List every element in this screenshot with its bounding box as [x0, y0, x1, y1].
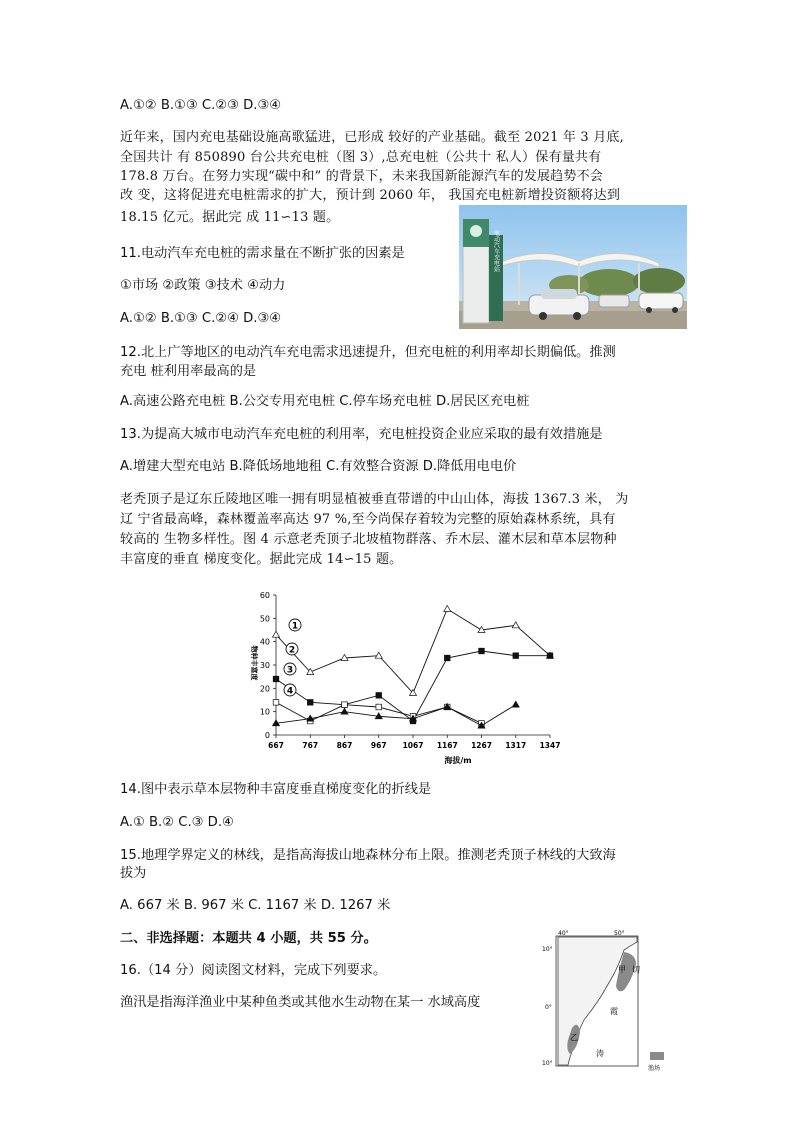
lat-label-s10: 10° — [542, 1060, 553, 1067]
data-point — [342, 702, 348, 708]
series-label: 2 — [288, 645, 296, 656]
x-axis-label: 海拔/m — [444, 756, 472, 765]
region-label-jia: 甲 — [618, 965, 626, 974]
question-14-options: A.① B.② C.③ D.④ — [120, 815, 234, 830]
region-label-tao: 涛 — [596, 1049, 604, 1058]
question-11: 11.电动汽车充电桩的需求量在不断扩张的因素是 — [120, 246, 405, 261]
data-point — [376, 693, 382, 699]
chart-series — [273, 606, 554, 729]
passage-1-line-2: 全国共计 有 850890 台公共充电桩（图 3）,总充电桩（公共十 私人）保有量共有 — [120, 150, 602, 165]
data-point — [273, 631, 280, 637]
data-point — [273, 700, 279, 706]
y-tick-label: 30 — [259, 661, 270, 670]
series-label: 3 — [286, 665, 294, 676]
y-tick-label: 20 — [259, 684, 270, 694]
series-label: 4 — [286, 686, 294, 697]
sign-text: 电动汽车充电站 — [492, 230, 500, 272]
data-point — [444, 606, 451, 612]
passage-2-line-3: 较高的 生物多样性。图 4 示意老秃顶子北坡植物群落、乔木层、灌木层和草本层物种 — [120, 532, 617, 547]
x-tick-label: 1267 — [471, 741, 492, 750]
lat-label-0: 0° — [545, 1004, 552, 1011]
species-richness-chart — [240, 585, 580, 775]
data-point — [512, 622, 519, 628]
x-tick-label: 1167 — [436, 741, 458, 750]
region-label-xia: 霞 — [610, 1007, 618, 1016]
passage-1-line-3: 178.8 万台。在努力实现“碳中和” 的背景下，未来我国新能源汽车的发展趋势不会 — [120, 169, 603, 184]
y-tick-label: 10 — [259, 707, 270, 717]
question-16: 16.（14 分）阅读图文材料，完成下列要求。 — [120, 963, 387, 978]
passage-1-line-1: 近年来，国内充电基础设施高歌猛进，已形成 较好的产业基础。截至 2021 年 3 月底, — [120, 130, 624, 145]
x-tick-label: 1347 — [539, 741, 561, 750]
data-point — [479, 648, 485, 654]
charging-station-photo — [459, 205, 687, 329]
question-15-options: A. 667 米 B. 967 米 C. 1167 米 D. 1267 米 — [120, 898, 391, 913]
data-point — [273, 676, 279, 682]
y-tick-label: 0 — [264, 731, 270, 740]
x-tick-label: 1067 — [402, 741, 424, 750]
series-1 — [273, 606, 554, 696]
series-2 — [273, 645, 553, 724]
passage-2-line-1: 老秃顶子是辽东丘陵地区唯一拥有明显植被垂直带谱的中山山体，海拔 1367.3 米， 为 — [120, 492, 629, 507]
lon-label-50: 50° — [614, 930, 625, 937]
question-12-line-2: 充电 桩利用率最高的是 — [120, 364, 257, 379]
passage-1-line-4: 改 变，这将促进充电桩需求的扩大，预计到 2060 年， 我国充电桩新增投资额将达到 — [120, 188, 621, 203]
section-2-heading: 二、非选择题：本题共 4 小题，共 55 分。 — [120, 931, 377, 946]
data-point — [307, 700, 313, 706]
question-14: 14.图中表示草本层物种丰富度垂直梯度变化的折线是 — [120, 782, 432, 797]
x-tick-label: 1317 — [505, 741, 527, 750]
x-tick-label: 967 — [370, 741, 387, 750]
data-point — [341, 708, 348, 714]
region-label-qie: 切 — [632, 965, 640, 974]
passage-1-line-5: 18.15 亿元。据此完 成 11∽13 题。 — [120, 210, 340, 225]
chart-axes — [260, 591, 561, 750]
legend-label: 渔场 — [648, 1065, 661, 1072]
data-point — [512, 701, 519, 707]
legend-swatch — [650, 1052, 664, 1060]
data-point — [375, 652, 382, 658]
y-axis-label: 物种丰富度 — [250, 645, 258, 681]
y-tick-label: 60 — [259, 591, 270, 600]
x-tick-label: 867 — [336, 741, 353, 750]
chart-svg — [240, 585, 580, 775]
series-line — [276, 609, 550, 693]
question-16-passage: 渔汛是指海洋渔业中某种鱼类或其他水生动物在某一 水域高度 — [120, 995, 481, 1010]
passage-2-line-2: 辽 宁省最高峰，森林覆盖率高达 97 %,至今尚保存着较为完整的原始森林系统，具有 — [120, 512, 616, 527]
series-label: 1 — [291, 621, 299, 632]
question-15-line-2: 拔为 — [120, 866, 147, 881]
question-13-options: A.增建大型充电站 B.降低场地地租 C.有效整合资源 D.降低用电电价 — [120, 459, 517, 474]
series-line — [276, 651, 550, 721]
data-point — [444, 655, 450, 661]
question-15-line-1: 15.地理学界定义的林线，是指高海拔山地森林分布上限。推测老秃顶子林线的大致海 — [120, 848, 616, 863]
data-point — [547, 653, 553, 659]
region-label-yi: 乙 — [570, 1033, 578, 1042]
x-tick-label: 667 — [268, 741, 284, 750]
fishing-ground-map — [540, 928, 670, 1074]
question-12-line-1: 12.北上广等地区的电动汽车充电需求迅速提升，但充电桩的利用率却长期偏低。推测 — [120, 345, 616, 360]
data-point — [376, 704, 382, 710]
y-tick-label: 40 — [259, 637, 270, 647]
y-tick-label: 50 — [259, 614, 270, 624]
x-tick-label: 767 — [302, 741, 319, 750]
passage-2-line-4: 丰富度的垂直 梯度变化。据此完成 14∽15 题。 — [120, 552, 403, 567]
question-11-items: ①市场 ②政策 ③技术 ④动力 — [120, 278, 286, 293]
question-12-options: A.高速公路充电桩 B.公交专用充电桩 C.停车场充电桩 D.居民区充电桩 — [120, 394, 530, 409]
previous-question-options: A.①② B.①③ C.②③ D.③④ — [120, 98, 282, 113]
lon-label-40: 40° — [558, 930, 569, 937]
question-13: 13.为提高大城市电动汽车充电桩的利用率，充电桩投资企业应采取的最有效措施是 — [120, 427, 603, 442]
lat-label-n10: 10° — [542, 946, 553, 953]
data-point — [513, 653, 519, 659]
question-11-options: A.①② B.①③ C.②④ D.③④ — [120, 311, 282, 326]
